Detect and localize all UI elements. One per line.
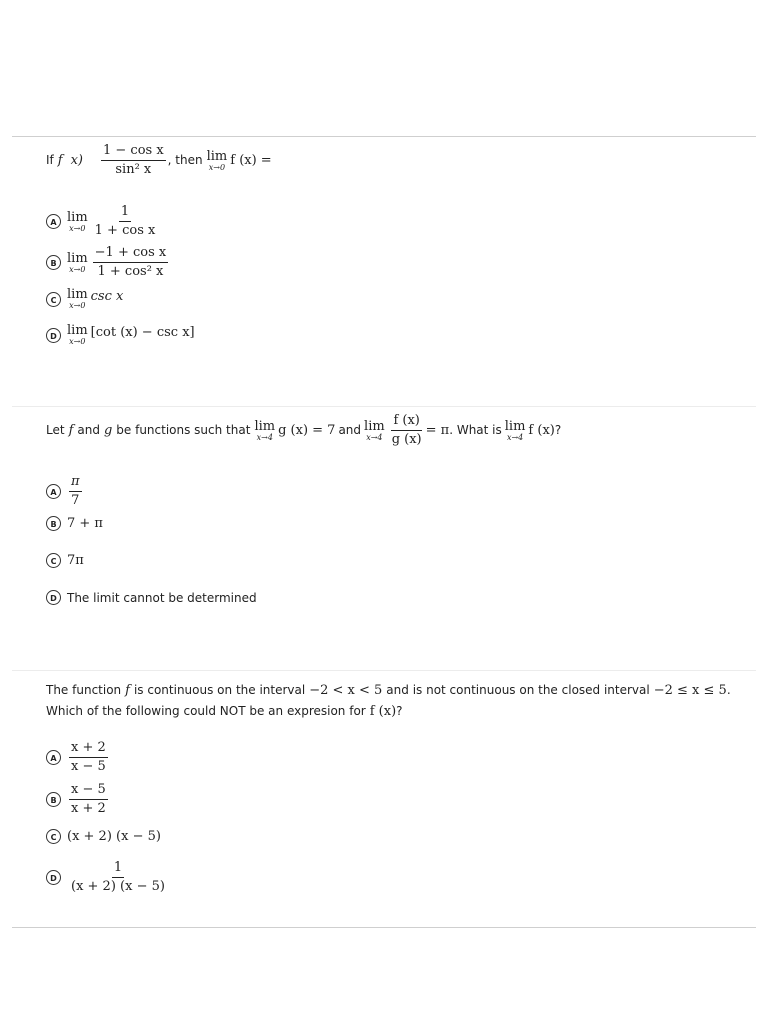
limit-word: lim <box>67 250 88 266</box>
fraction-denominator: g (x) <box>391 432 422 447</box>
limit-subscript: x→0 <box>208 162 226 172</box>
fraction-numerator: π <box>69 474 82 492</box>
option-letter-badge[interactable]: B <box>46 516 61 531</box>
option-letter-badge[interactable]: B <box>46 792 61 807</box>
math-var: g <box>103 423 113 438</box>
math-expression: (x + 2) (x − 5) <box>67 829 161 844</box>
option-letter-badge[interactable]: C <box>46 553 61 568</box>
answer-option-a[interactable] <box>46 474 84 509</box>
stem-text: and <box>77 423 100 437</box>
fraction-denominator: x + 2 <box>71 801 106 816</box>
option-letter-badge[interactable]: C <box>46 829 61 844</box>
stem-line <box>46 701 403 722</box>
limit-subscript: x→0 <box>69 264 86 274</box>
stem-text: is continuous on the interval <box>133 683 306 697</box>
fraction-denominator: sin² x <box>115 162 152 177</box>
fraction-numerator: x + 2 <box>69 740 108 758</box>
limit-subscript: x→4 <box>366 432 383 442</box>
math-text: f (x) = <box>230 153 272 168</box>
answer-option-d[interactable] <box>46 860 169 895</box>
math-fraction <box>93 245 169 280</box>
limit-word: lim <box>364 418 385 434</box>
option-letter-badge[interactable]: C <box>46 292 61 307</box>
answer-option-c[interactable] <box>46 288 123 310</box>
math-limit <box>207 150 228 172</box>
question-2-stem <box>46 413 561 448</box>
math-limit <box>67 252 88 274</box>
option-letter-badge[interactable]: A <box>46 750 61 765</box>
limit-word: lim <box>206 148 228 164</box>
fraction-numerator: 1 <box>112 860 124 878</box>
math-expression: csc x <box>90 288 124 304</box>
limit-subscript: x→4 <box>256 432 273 442</box>
fraction-denominator: 7 <box>71 493 80 508</box>
math-expression: −2 ≤ x ≤ 5 <box>653 683 727 698</box>
option-letter-badge[interactable]: D <box>46 870 61 885</box>
question-1-stem <box>46 143 272 178</box>
fraction-denominator: (x + 2) (x − 5) <box>71 879 165 894</box>
stem-text: If <box>46 153 54 167</box>
option-letter-badge[interactable]: A <box>46 484 61 499</box>
stem-text: and is not continuous on the closed interval <box>386 683 650 697</box>
answer-option-a[interactable] <box>46 204 159 239</box>
stem-text: and <box>338 423 362 437</box>
math-expression: 7 + π <box>67 516 103 531</box>
math-var: f <box>125 683 130 698</box>
stem-line <box>46 680 731 701</box>
fraction-denominator: 1 + cos² x <box>97 264 164 279</box>
question-divider <box>12 406 756 407</box>
answer-option-c[interactable] <box>46 829 161 844</box>
answer-option-b[interactable] <box>46 245 170 280</box>
math-fraction <box>69 740 108 775</box>
math-fraction <box>69 782 108 817</box>
stem-text: Let <box>46 423 65 437</box>
stem-text: Which of the following could NOT be an expresion for <box>46 704 366 718</box>
stem-text: ? <box>396 704 403 718</box>
math-fraction <box>101 143 166 178</box>
option-letter-badge[interactable]: D <box>46 590 61 605</box>
fraction-denominator: 1 + cos x <box>94 223 156 238</box>
math-var: f <box>68 423 74 438</box>
bottom-divider <box>12 927 756 928</box>
limit-subscript: x→0 <box>69 301 86 310</box>
fraction-numerator: 1 <box>119 204 131 222</box>
math-limit <box>67 324 88 346</box>
fraction-numerator: −1 + cos x <box>93 245 169 263</box>
math-expression: f (x) <box>528 423 555 438</box>
math-fraction <box>69 474 82 509</box>
math-expression: [cot (x) − csc x] <box>90 324 195 340</box>
stem-text: ? <box>554 423 562 437</box>
math-text: x) <box>70 153 83 168</box>
stem-text: . What is <box>449 423 502 437</box>
answer-option-b[interactable] <box>46 516 103 531</box>
math-expression: 7π <box>67 553 84 568</box>
math-limit <box>67 211 88 233</box>
limit-word: lim <box>67 323 88 338</box>
option-letter-badge[interactable]: A <box>46 214 61 229</box>
limit-word: lim <box>67 287 88 302</box>
fraction-numerator: 1 − cos x <box>101 143 166 161</box>
math-expression: f (x) <box>369 704 397 719</box>
stem-text: . <box>726 683 731 697</box>
answer-option-d[interactable] <box>46 324 195 346</box>
answer-option-b[interactable] <box>46 782 110 817</box>
math-fraction <box>93 204 158 239</box>
answer-option-d[interactable] <box>46 590 257 605</box>
option-letter-badge[interactable]: D <box>46 328 61 343</box>
math-var: f <box>57 153 63 168</box>
question-divider <box>12 670 756 671</box>
math-limit <box>254 420 275 442</box>
math-expression: −2 < x < 5 <box>309 683 383 698</box>
math-limit <box>364 420 385 442</box>
answer-option-a[interactable] <box>46 740 110 775</box>
limit-subscript: x→4 <box>506 432 524 442</box>
math-fraction <box>69 860 167 895</box>
limit-word: lim <box>504 418 526 434</box>
limit-subscript: x→0 <box>69 223 86 233</box>
math-expression: g (x) = 7 <box>278 423 336 438</box>
fraction-denominator: x − 5 <box>71 759 106 774</box>
limit-word: lim <box>67 209 88 225</box>
math-limit <box>505 420 526 442</box>
stem-text: be functions such that <box>116 423 251 437</box>
option-letter-badge[interactable]: B <box>46 255 61 270</box>
limit-word: lim <box>254 418 276 434</box>
math-expression: = π <box>425 423 450 438</box>
fraction-numerator: f (x) <box>391 413 421 431</box>
answer-option-c[interactable] <box>46 553 84 568</box>
question-3-stem <box>46 680 746 722</box>
math-limit <box>67 288 88 310</box>
math-fraction <box>390 413 424 448</box>
stem-text: The function <box>46 683 122 697</box>
top-divider <box>12 136 756 137</box>
option-text: The limit cannot be determined <box>67 590 257 605</box>
stem-text: , then <box>167 153 203 167</box>
fraction-numerator: x − 5 <box>69 782 108 800</box>
limit-subscript: x→0 <box>69 337 86 346</box>
